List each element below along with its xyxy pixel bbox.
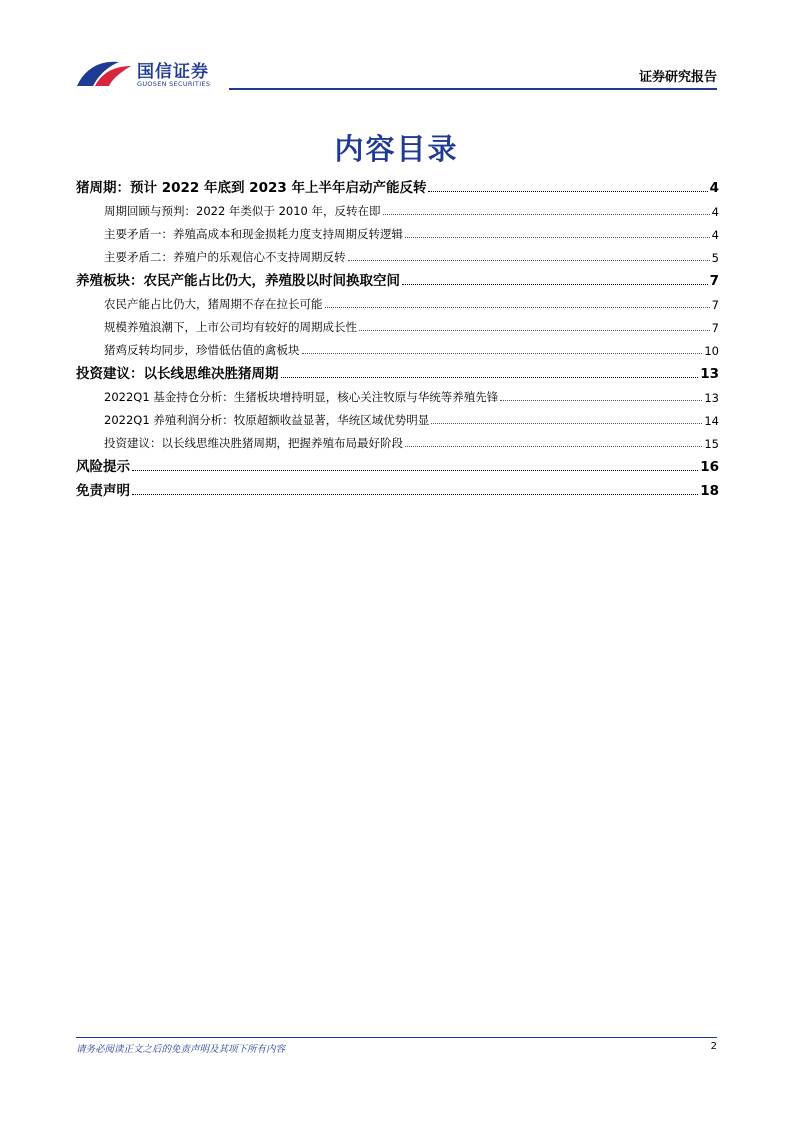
toc-entry-page: 7 [711,321,719,335]
toc-leader-dots [405,237,710,238]
toc-entry-label: 2022Q1 基金持仓分析：生猪板块增持明显，核心关注牧原与华统等养殖先锋 [104,390,499,404]
toc-entry-label: 主要矛盾一：养殖高成本和现金损耗力度支持周期反转逻辑 [104,227,403,241]
toc-section-entry[interactable] [76,475,719,499]
toc-entry-label: 养殖板块：农民产能占比仍大，养殖股以时间换取空间 [76,273,400,289]
toc-leader-dots [500,400,702,401]
toc-entry-page: 13 [704,391,719,405]
header-divider [229,88,717,90]
toc-subsection-entry[interactable] [76,289,719,312]
toc-section-entry[interactable] [76,451,719,475]
toc-entry-page: 7 [711,298,719,312]
toc-leader-dots [383,214,710,215]
toc-title: 内容目录 [334,132,459,166]
toc-entry-page: 4 [709,180,719,196]
toc-entry-page: 15 [704,437,719,451]
toc-subsection-entry[interactable] [76,219,719,242]
toc-subsection-entry[interactable] [76,428,719,451]
table-of-contents [76,172,719,499]
company-name-en: GUOSEN SECURITIES [137,80,211,88]
toc-entry-page: 14 [704,414,719,428]
toc-entry-page: 18 [700,483,719,499]
toc-entry-page: 16 [700,459,719,475]
toc-entry-label: 免责声明 [76,483,130,499]
toc-subsection-entry[interactable] [76,242,719,265]
company-name-cn: 国信证券 [137,62,209,82]
toc-entry-page: 4 [711,228,719,242]
toc-leader-dots [405,446,702,447]
disclaimer-note: 请务必阅读正文之后的免责声明及其项下所有内容 [76,1044,286,1055]
toc-subsection-entry[interactable] [76,196,719,219]
toc-entry-label: 猪鸡反转均同步，珍惜低估值的禽板块 [104,343,300,357]
toc-leader-dots [428,191,707,192]
company-logo [75,56,225,92]
report-type-label: 证券研究报告 [638,70,717,85]
toc-entry-label: 主要矛盾二：养殖户的乐观信心不支持周期反转 [104,250,346,264]
page-number: 2 [710,1041,717,1052]
toc-entry-page: 7 [709,273,719,289]
toc-entry-page: 5 [711,251,719,265]
toc-leader-dots [431,423,702,424]
toc-leader-dots [281,377,699,378]
toc-entry-label: 投资建议：以长线思维决胜猪周期，把握养殖布局最好阶段 [104,436,403,450]
toc-entry-page: 13 [700,366,719,382]
toc-entry-page: 4 [711,205,719,219]
footer-divider [76,1037,717,1038]
guosen-logo-icon [75,56,133,90]
toc-entry-label: 投资建议：以长线思维决胜猪周期 [76,366,279,382]
toc-entry-label: 规模养殖浪潮下，上市公司均有较好的周期成长性 [104,320,357,334]
toc-entry-label: 猪周期：预计 2022 年底到 2023 年上半年启动产能反转 [76,180,427,196]
toc-entry-page: 10 [704,344,719,358]
toc-leader-dots [132,494,698,495]
toc-entry-label: 风险提示 [76,459,130,475]
toc-leader-dots [348,260,710,261]
toc-subsection-entry[interactable] [76,405,719,428]
toc-entry-label: 农民产能占比仍大，猪周期不存在拉长可能 [104,297,323,311]
toc-section-entry[interactable] [76,172,719,196]
toc-subsection-entry[interactable] [76,312,719,335]
toc-entry-label: 2022Q1 养殖利润分析：牧原超额收益显著，华统区域优势明显 [104,413,430,427]
toc-subsection-entry[interactable] [76,382,719,405]
toc-leader-dots [359,330,710,331]
toc-leader-dots [302,353,703,354]
toc-leader-dots [402,284,708,285]
toc-section-entry[interactable] [76,358,719,382]
toc-leader-dots [325,307,710,308]
toc-leader-dots [132,470,698,471]
toc-section-entry[interactable] [76,265,719,289]
toc-subsection-entry[interactable] [76,335,719,358]
toc-entry-label: 周期回顾与预判：2022 年类似于 2010 年，反转在即 [104,204,381,218]
